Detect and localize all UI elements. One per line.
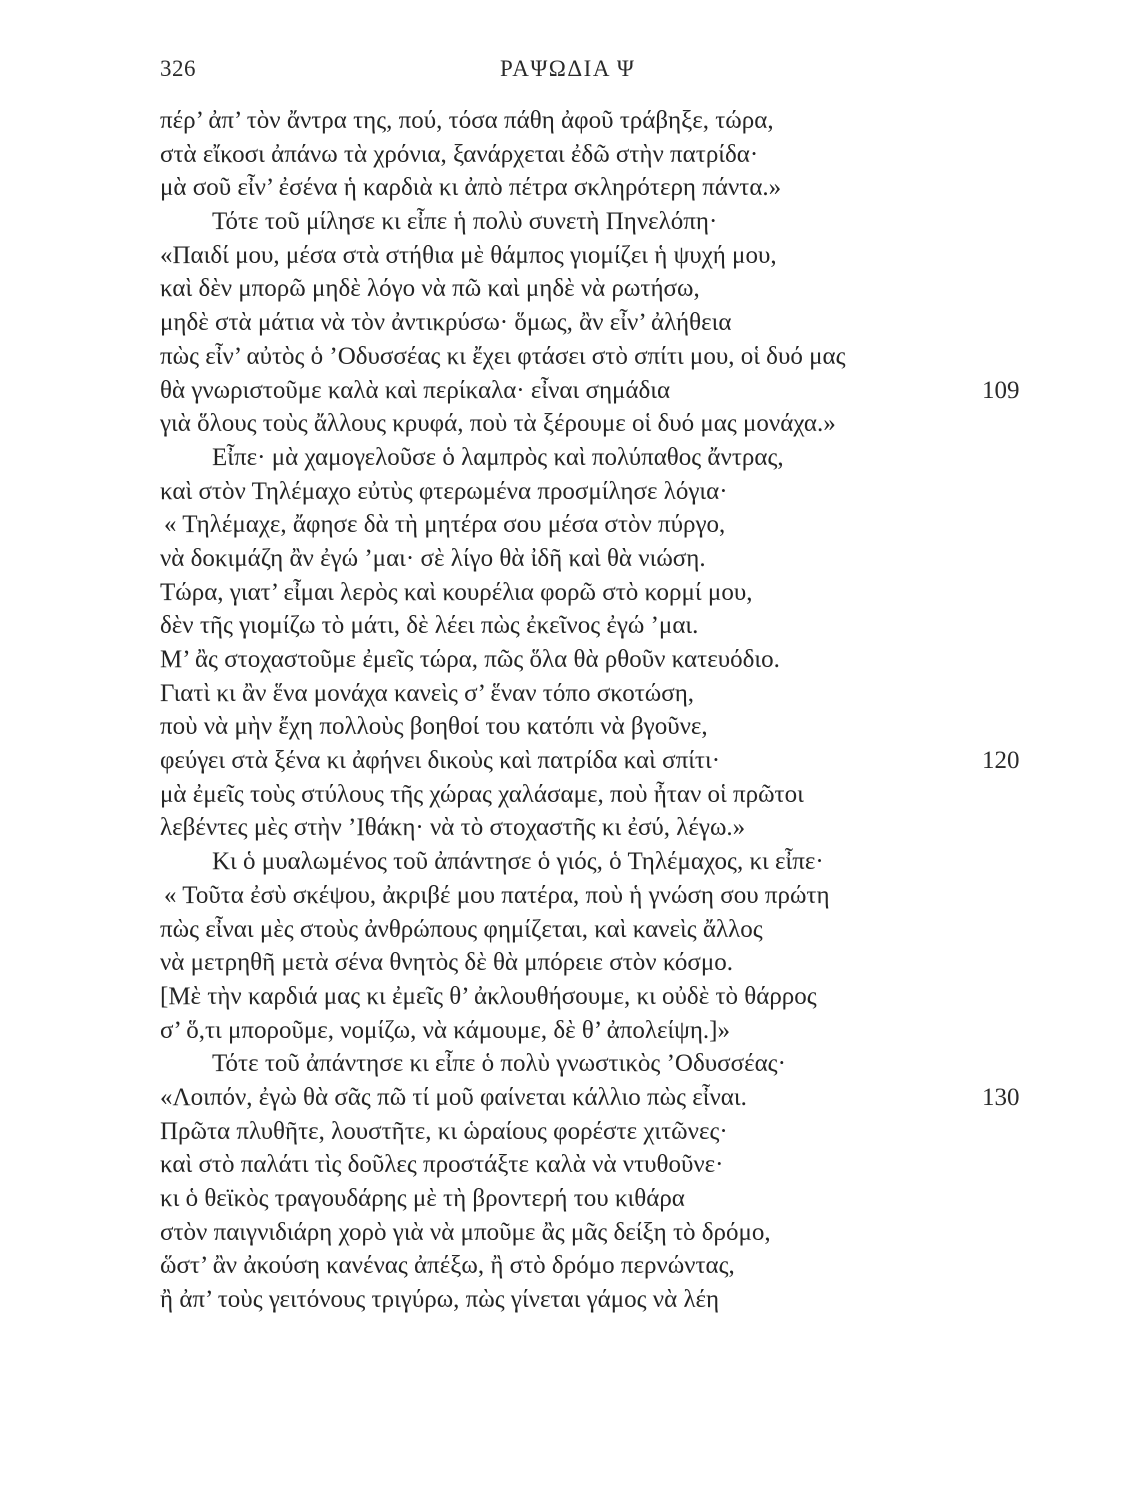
verse-line [160,778,1040,812]
verse-text: καὶ στὸ παλάτι τὶς δοῦλες προστάξτε καλὰ νὰ ντυθοῦνε· [160,1151,724,1179]
verse-text: πὼς εἶν’ αὐτὸς ὁ ’Οδυσσέας κι ἔχει φτάσει στὸ σπίτι μου, οἱ δυό μας [160,342,846,370]
verse-line [160,576,1040,610]
verse-line [160,407,1040,441]
verse-text: « Τοῦτα ἐσὺ σκέψου, ἀκριβέ μου πατέρα, ποὺ ἡ γνώση σου πρώτη [164,881,830,909]
verse-line [160,239,1040,273]
verse-line [160,1182,1040,1216]
verse-text: « Τηλέμαχε, ἄφησε δὰ τὴ μητέρα σου μέσα στὸν πύργο, [164,511,726,539]
verse-text: ἢ ἀπ’ τοὺς γειτόνους τριγύρω, πὼς γίνεται γάμος νὰ λέη [160,1286,720,1314]
verse-text: Κι ὁ μυαλωμένος τοῦ ἀπάντησε ὁ γιός, ὁ Τηλέμαχος, κι εἶπε· [212,848,824,876]
verse-text: καὶ δὲν μπορῶ μηδὲ λόγο νὰ πῶ καὶ μηδὲ νὰ ρωτήσω, [160,275,700,303]
verse-line [160,138,1040,172]
verse-text: Πρῶτα πλυθῆτε, λουστῆτε, κι ὡραίους φορέστε χιτῶνες· [160,1117,728,1145]
verse-line [160,677,1040,711]
verse-text: μὰ σοῦ εἶν’ ἐσένα ἡ καρδιὰ κι ἀπὸ πέτρα σκληρότερη πάντα.» [160,174,782,202]
verse-text: στὰ εἴκοσι ἀπάνω τὰ χρόνια, ξανάρχεται ἐδῶ στὴν πατρίδα· [160,140,759,168]
verse-text: «Λοιπόν, ἐγὼ θὰ σᾶς πῶ τί μοῦ φαίνεται κάλλιο πὼς εἶναι. [160,1083,747,1111]
verse-text: στὸν παιγνιδιάρη χορὸ γιὰ νὰ μποῦμε ἂς μᾶς δείξη τὸ δρόμο, [160,1218,771,1246]
verse-line [160,1115,1040,1149]
verse-text: ὥστ’ ἂν ἀκούση κανένας ἀπέξω, ἢ στὸ δρόμο περνώντας, [160,1252,735,1280]
verse-line [160,980,1040,1014]
verse-line [160,1081,1040,1115]
verse-line [160,104,1040,138]
verse-text: [Μὲ τὴν καρδιά μας κι ἐμεῖς θ’ ἀκλουθήσουμε, κι οὐδὲ τὸ θάρρος [160,982,817,1010]
verse-text: νὰ μετρηθῆ μετὰ σένα θνητὸς δὲ θὰ μπόρειε στὸν κόσμο. [160,949,733,977]
verse-line [160,1014,1040,1048]
verse-line [160,845,1040,879]
verse-text: Τότε τοῦ ἀπάντησε κι εἶπε ὁ πολὺ γνωστικὸς ’Οδυσσέας· [212,1050,786,1078]
verse-line [160,1283,1040,1317]
verse-line [160,542,1040,576]
verse-line [160,811,1040,845]
running-title: ΡΑΨΩΔΙΑ Ψ [500,56,636,81]
verse-line [160,340,1040,374]
page-number: 326 [160,56,196,81]
verse-line [160,508,1040,542]
verse-line [160,744,1040,778]
verse-line [160,1047,1040,1081]
verse-line [160,946,1040,980]
verse-text: λεβέντες μὲς στὴν ’Ιθάκη· νὰ τὸ στοχαστῆς κι ἐσύ, λέγω.» [160,814,746,842]
verse-text: δὲν τῆς γιομίζω τὸ μάτι, δὲ λέει πὼς ἐκεῖνος ἐγώ ’μαι. [160,612,699,640]
verse-line [160,272,1040,306]
verse-line [160,643,1040,677]
verse-text: πέρ’ ἀπ’ τὸν ἄντρα της, πού, τόσα πάθη ἀφοῦ τράβηξε, τώρα, [160,107,774,134]
verse-text: Εἶπε· μὰ χαμογελοῦσε ὁ λαμπρὸς καὶ πολύπαθος ἄντρας, [212,443,784,471]
verse-text: μὰ ἐμεῖς τοὺς στύλους τῆς χώρας χαλάσαμε, ποὺ ἦταν οἱ πρῶτοι [160,780,804,808]
line-number: 109 [982,376,1020,404]
verse-text: θὰ γνωριστοῦμε καλὰ καὶ περίκαλα· εἶναι σημάδια [160,376,671,404]
line-number: 120 [982,747,1020,775]
verse-text: κι ὁ θεϊκὸς τραγουδάρης μὲ τὴ βροντερή του κιθάρα [160,1185,685,1212]
verse-line [160,306,1040,340]
verse-line [160,171,1040,205]
verse-text: νὰ δοκιμάζη ἂν ἐγώ ’μαι· σὲ λίγο θὰ ἰδῆ καὶ θὰ νιώση. [160,544,706,572]
verse-line [160,1148,1040,1182]
verse-line [160,609,1040,643]
verse-text: φεύγει στὰ ξένα κι ἀφήνει δικοὺς καὶ πατρίδα καὶ σπίτι· [160,747,721,775]
verse-text: ποὺ νὰ μὴν ἔχη πολλοὺς βοηθοί του κατόπι νὰ βγοῦνε, [160,713,708,741]
verse-text: «Παιδί μου, μέσα στὰ στήθια μὲ θάμπος γιομίζει ἡ ψυχή μου, [160,241,777,269]
verse-line [160,441,1040,475]
verse-text: Γιατὶ κι ἂν ἕνα μονάχα κανεὶς σ’ ἕναν τόπο σκοτώση, [160,679,695,707]
verse-block [160,104,1040,1317]
line-number: 130 [982,1083,1020,1111]
verse-line [160,374,1040,408]
verse-line [160,879,1040,913]
verse-text: γιὰ ὅλους τοὺς ἄλλους κρυφά, ποὺ τὰ ξέρουμε οἱ δυό μας μονάχα.» [160,410,836,438]
verse-text: πὼς εἶναι μὲς στοὺς ἀνθρώπους φημίζεται, καὶ κανεὶς ἄλλος [160,915,763,943]
verse-text: καὶ στὸν Τηλέμαχο εὐτὺς φτερωμένα προσμίλησε λόγια· [160,477,728,505]
verse-text: σ’ ὅ,τι μποροῦμε, νομίζω, νὰ κάμουμε, δὲ θ’ ἀπολείψη.]» [160,1016,730,1044]
verse-text: Τότε τοῦ μίλησε κι εἶπε ἡ πολὺ συνετὴ Πηνελόπη· [212,208,718,236]
verse-line [160,205,1040,239]
verse-line [160,475,1040,509]
verse-text: Μ’ ἂς στοχαστοῦμε ἐμεῖς τώρα, πῶς ὅλα θὰ ρθοῦν κατευόδιο. [160,646,780,673]
verse-line [160,1216,1040,1250]
verse-line [160,710,1040,744]
verse-line [160,913,1040,947]
verse-line [160,1249,1040,1283]
verse-text: Τώρα, γιατ’ εἶμαι λερὸς καὶ κουρέλια φορῶ στὸ κορμί μου, [160,578,753,606]
verse-text: μηδὲ στὰ μάτια νὰ τὸν ἀντικρύσω· ὅμως, ἂν εἶν’ ἀλήθεια [160,309,732,337]
